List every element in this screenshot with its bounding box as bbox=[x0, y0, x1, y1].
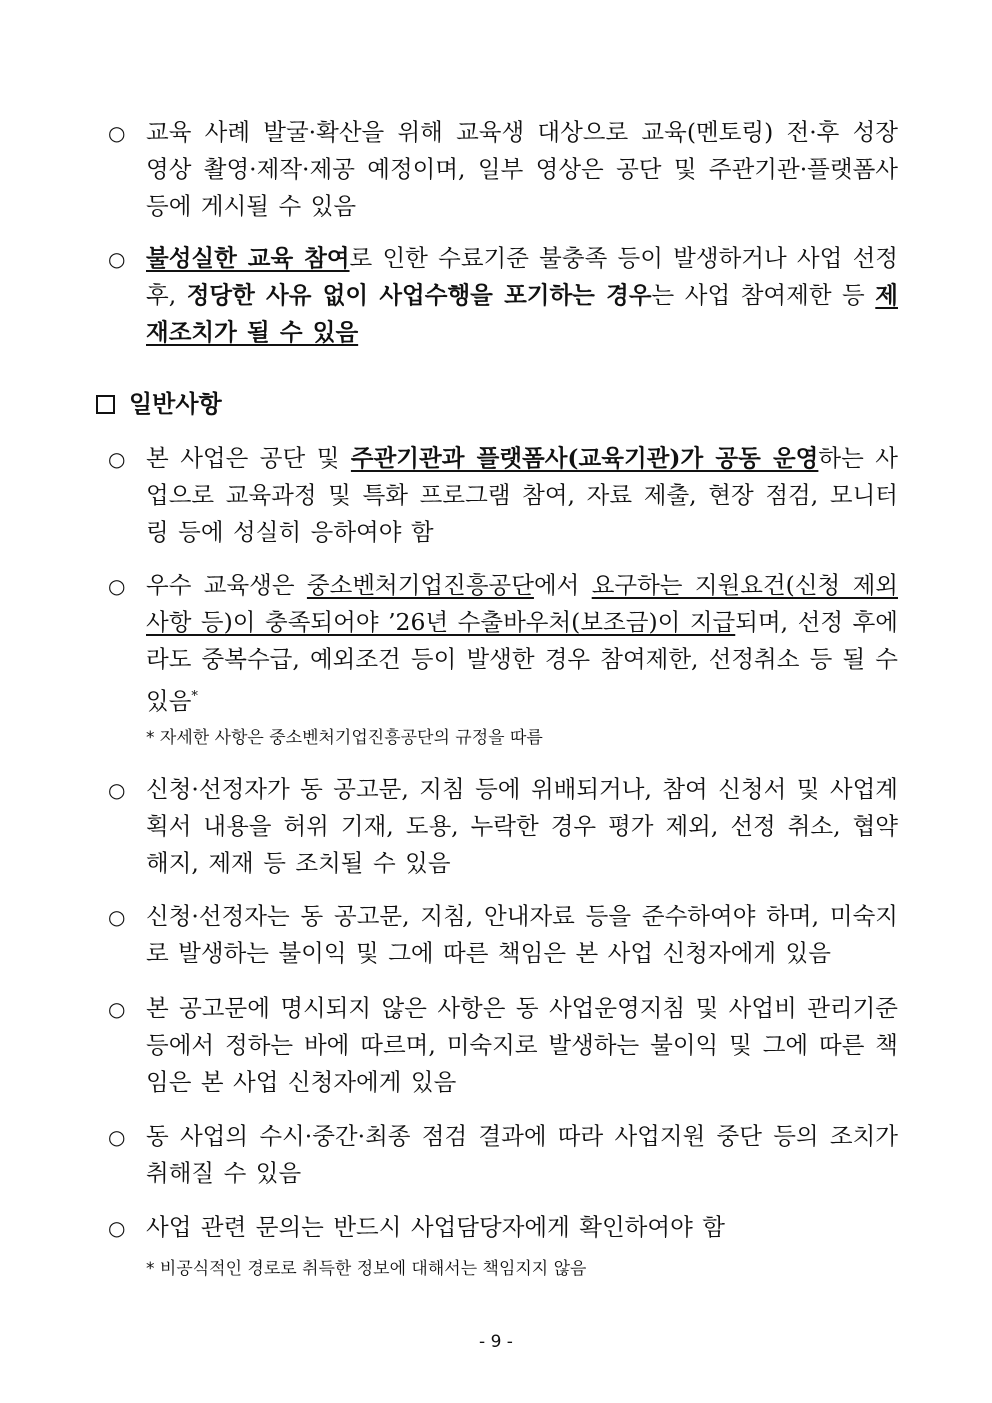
underlined-text: 요구하는 지원요건(신청 제외사항 등)이 충족되어야 ’26년 수출바우처(보조금)이 지급 bbox=[146, 571, 898, 636]
bullet-circle-icon: ○ bbox=[108, 1216, 126, 1240]
bullet-text bbox=[146, 114, 898, 225]
bullet-text bbox=[146, 440, 898, 551]
bullet-text bbox=[146, 567, 898, 720]
bullet-text bbox=[146, 1209, 898, 1246]
text-segment: 하는 사업으로 교육과정 및 특화 프로그램 참여, 자료 제출, 현장 점검, 모니터링 등에 성실히 응하여야 함 bbox=[146, 444, 898, 546]
text-segment: 에서 bbox=[533, 571, 592, 599]
bullet-item bbox=[108, 114, 898, 225]
bullet-circle-icon: ○ bbox=[108, 121, 126, 145]
emphasis-text: 제재조치가 될 수 있음 bbox=[146, 281, 898, 346]
bullet-text bbox=[146, 1118, 898, 1192]
text-segment: 사업 관련 문의는 반드시 사업담당자에게 확인하여야 함 bbox=[146, 1213, 725, 1241]
text-segment: 로 인한 수료기준 불충족 등이 발생하거나 사업 선정 후, bbox=[146, 244, 898, 309]
bullet-circle-icon: ○ bbox=[108, 574, 126, 598]
footnote: * 비공식적인 경로로 취득한 정보에 대해서는 책임지지 않음 bbox=[146, 1259, 587, 1279]
text-segment: 교육 사례 발굴·확산을 위해 교육생 대상으로 교육(멘토링) 전·후 성장 영상 촬영·제작·제공 예정이며, 일부 영상은 공단 및 주관기관·플랫폼사 등에 게시될 수 있음 bbox=[146, 118, 898, 220]
bullet-text bbox=[146, 240, 898, 351]
bullet-circle-icon: ○ bbox=[108, 247, 126, 271]
bullet-item bbox=[108, 1118, 898, 1192]
bullet-circle-icon: ○ bbox=[108, 447, 126, 471]
footnote-marker: * bbox=[191, 689, 198, 704]
checkbox-square-icon bbox=[96, 395, 115, 414]
section-title: 일반사항 bbox=[129, 389, 222, 418]
text-segment: 우수 교육생은 bbox=[146, 571, 307, 599]
bullet-item bbox=[108, 771, 898, 882]
emphasis-text: 정당한 사유 없이 사업수행을 포기하는 경우 bbox=[186, 281, 652, 309]
bullet-item bbox=[108, 567, 898, 720]
footnote: * 자세한 사항은 중소벤처기업진흥공단의 규정을 따름 bbox=[146, 728, 543, 748]
bullet-item bbox=[108, 240, 898, 351]
text-segment: 되며, 선정 후에라도 중복수급, 예외조건 등이 발생한 경우 참여제한, 선정취소 등 될 수 있음 bbox=[146, 608, 898, 715]
emphasis-text: 불성실한 교육 참여 bbox=[146, 244, 350, 272]
bullet-circle-icon: ○ bbox=[108, 905, 126, 929]
text-segment: 신청·선정자는 동 공고문, 지침, 안내자료 등을 준수하여야 하며, 미숙지로 발생하는 불이익 및 그에 따른 책임은 본 사업 신청자에게 있음 bbox=[146, 902, 898, 967]
text-segment: 동 사업의 수시·중간·최종 점검 결과에 따라 사업지원 중단 등의 조치가 취해질 수 있음 bbox=[146, 1122, 898, 1187]
bullet-text bbox=[146, 771, 898, 882]
underlined-text: 중소벤처기업진흥공단 bbox=[306, 571, 534, 599]
bullet-text bbox=[146, 898, 898, 972]
bullet-circle-icon: ○ bbox=[108, 997, 126, 1021]
text-segment: 신청·선정자가 동 공고문, 지침 등에 위배되거나, 참여 신청서 및 사업계획서 내용을 허위 기재, 도용, 누락한 경우 평가 제외, 선정 취소, 협약 해지, 제재 등 조치될 수 있음 bbox=[146, 775, 898, 877]
bullet-circle-icon: ○ bbox=[108, 778, 126, 802]
bullet-text bbox=[146, 990, 898, 1101]
section-heading bbox=[96, 388, 222, 420]
page-number: - 9 - bbox=[479, 1332, 513, 1352]
text-segment: 본 사업은 공단 및 bbox=[146, 444, 351, 472]
bullet-item bbox=[108, 898, 898, 972]
text-segment: 는 사업 참여제한 등 bbox=[651, 281, 876, 309]
bullet-item bbox=[108, 1209, 898, 1246]
bullet-circle-icon: ○ bbox=[108, 1125, 126, 1149]
emphasis-text: 주관기관과 플랫폼사(교육기관)가 공동 운영 bbox=[350, 444, 819, 472]
text-segment: 본 공고문에 명시되지 않은 사항은 동 사업운영지침 및 사업비 관리기준 등에서 정하는 바에 따르며, 미숙지로 발생하는 불이익 및 그에 따른 책임은 본 사업 신청자에게 있음 bbox=[146, 994, 898, 1096]
bullet-item bbox=[108, 440, 898, 551]
bullet-item bbox=[108, 990, 898, 1101]
